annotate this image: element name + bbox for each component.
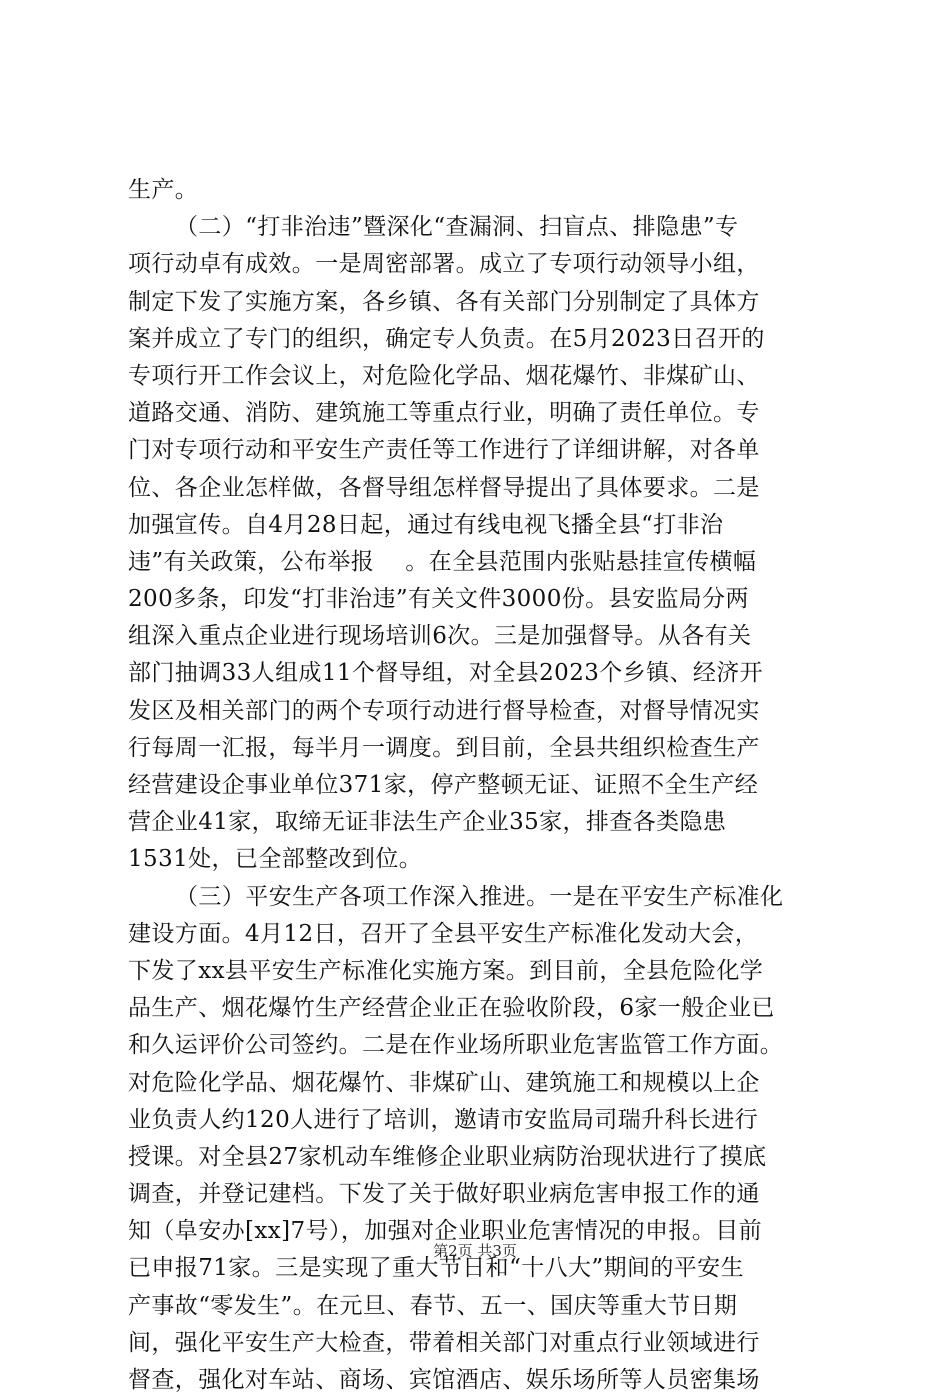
paragraph-heading-3: （三）平安生产各项工作深入推进。一是在平安生产标准化 <box>175 883 784 910</box>
text-line: 案并成立了专门的组织，确定专人负责。在5月2023日召开的 <box>128 325 765 352</box>
text-line: 授课。对全县27家机动车维修企业职业病防治现状进行了摸底 <box>128 1143 767 1170</box>
text-line: 200多条，印发“打非治违”有关文件3000份。县安监局分两 <box>128 586 749 613</box>
text-line: 违”有关政策，公布举报 。在全县范围内张贴悬挂宣传横幅 <box>128 548 757 575</box>
body-text <box>128 172 834 1399</box>
text-line: 项行动卓有成效。一是周密部署。成立了专项行动领导小组， <box>128 251 760 278</box>
text-line: 营企业41家，取缔无证非法生产企业35家，排查各类隐患 <box>128 809 727 836</box>
text-line: 加强宣传。自4月28日起，通过有线电视飞播全县“打非治 <box>128 511 724 538</box>
text-line: 已申报71家。三是实现了重大节日和“十八大”期间的平安生 <box>128 1255 744 1282</box>
text-line: 建设方面。4月12日，召开了全县平安生产标准化发动大会， <box>128 920 759 947</box>
text-line: 门对专项行动和平安生产责任等工作进行了详细讲解，对各单 <box>128 437 760 464</box>
text-line: 专项行开工作会议上，对危险化学品、烟花爆竹、非煤矿山、 <box>128 362 760 389</box>
text-line: 发区及相关部门的两个专项行动进行督导检查，对督导情况实 <box>128 697 760 724</box>
text-line: 和久运评价公司签约。二是在作业场所职业危害监管工作方面。 <box>128 1032 784 1059</box>
text-line: 产事故“零发生”。在元旦、春节、五一、国庆等重大节日期 <box>128 1292 738 1319</box>
text-line: 业负责人约120人进行了培训，邀请市安监局司瑞升科长进行 <box>128 1106 759 1133</box>
text-line: 1531处，已全部整改到位。 <box>128 846 423 873</box>
text-line: 下发了xx县平安生产标准化实施方案。到目前，全县危险化学 <box>128 957 764 984</box>
text-line: 对危险化学品、烟花爆竹、非煤矿山、建筑施工和规模以上企 <box>128 1069 760 1096</box>
text-line: 行每周一汇报，每半月一调度。到目前，全县共组织检查生产 <box>128 734 760 761</box>
paragraph-heading-2: （二）“打非治违”暨深化“查漏洞、扫盲点、排隐患”专 <box>175 214 739 241</box>
text-line: 生产。 <box>128 177 199 203</box>
text-line: 道路交通、消防、建筑施工等重点行业，明确了责任单位。专 <box>128 400 760 427</box>
text-line: 知（阜安办[xx]7号），加强对企业职业危害情况的申报。目前 <box>128 1218 763 1245</box>
text-line: 督查，强化对车站、商场、宾馆酒店、娱乐场所等人员密集场 <box>128 1367 760 1393</box>
text-line: 部门抽调33人组成11个督导组，对全县2023个乡镇、经济开 <box>128 660 764 687</box>
text-line: 位、各企业怎样做，各督导组怎样督导提出了具体要求。二是 <box>128 474 760 501</box>
text-line: 组深入重点企业进行现场培训6次。三是加强督导。从各有关 <box>128 623 752 650</box>
text-line: 制定下发了实施方案，各乡镇、各有关部门分别制定了具体方 <box>128 288 760 315</box>
text-line: 品生产、烟花爆竹生产经营企业正在验收阶段，6家一般企业已 <box>128 995 775 1022</box>
page-number-footer: 第2页 共3页 <box>433 1242 517 1260</box>
text-line: 间，强化平安生产大检查，带着相关部门对重点行业领域进行 <box>128 1329 760 1356</box>
text-line: 经营建设企事业单位371家，停产整顿无证、证照不全生产经 <box>128 772 759 798</box>
text-line: 调查，并登记建档。下发了关于做好职业病危害申报工作的通 <box>128 1181 760 1208</box>
